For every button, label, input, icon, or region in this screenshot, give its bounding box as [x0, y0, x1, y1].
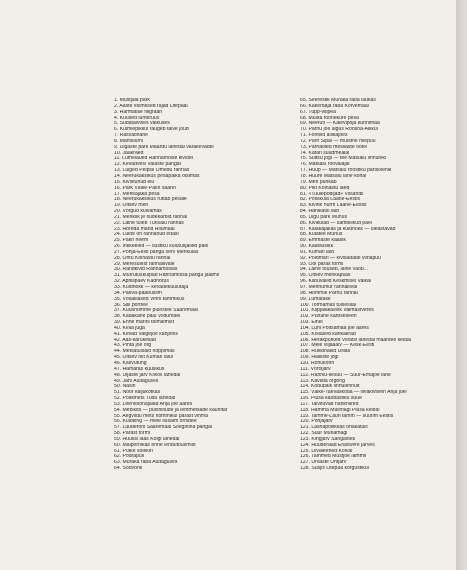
contents-entry: 48. Uljaste järv Kiviõli lähedal	[114, 372, 181, 378]
contents-column-right	[300, 98, 460, 472]
contents-entry: 102. Punane kärbseseen	[300, 314, 357, 320]
contents-entry: 112. Ranniu-ilesuu — Suur-Emajõe lähe	[300, 372, 391, 378]
contents-entry: 36. Silli portree	[114, 302, 148, 308]
contents-entry: 25. Pakri neem	[114, 238, 149, 244]
contents-entry: 63. Muraka raba Alutaguses	[114, 460, 178, 466]
contents-entry: 97. Merihumur rannaliival	[300, 285, 358, 290]
contents-entry: 94. Laine tõuseb, laine vaob...	[300, 267, 368, 273]
contents-entry: 92. Põldmari — kivisadade vlinapuu	[300, 255, 381, 261]
contents-entry: 9. Ülgaste park Maardu lähedal varakevadel	[114, 144, 214, 150]
contents-entry: 103. Einel	[300, 320, 323, 326]
contents-entry: 24. Luide on rännanud edasi	[114, 232, 179, 238]
contents-entry: 51. Noor kaljukotkas	[114, 390, 161, 396]
page-edge	[456, 0, 467, 570]
contents-entry: 122. Suur Munamägi	[300, 431, 348, 437]
contents-entry: 53. Leenesõnajalad Ahja jõe ääres	[114, 401, 193, 407]
contents-entry: 111. Võrtsjärv	[300, 366, 331, 372]
contents-entry: 107. Meie viljaaalv — Kesk-Eesti	[300, 343, 375, 349]
contents-entry: 58. Pärast tormi	[114, 431, 150, 437]
contents-entry: 68. Musta toonekure pesa	[300, 115, 359, 121]
contents-entry: 22. Laine tuleb Türisalu rannas	[114, 220, 184, 226]
contents-entry: 87. Kalakajakas ja kuldnokk — üleastavad	[300, 226, 396, 232]
contents-entry: 118. Hämma Mülimägi Piusa keldal	[300, 407, 380, 413]
contents-entry: 83. Kivine nurm Lääne-Eestis	[300, 203, 367, 209]
contents-entry: 56. Kuldking — meie ilusaim orhidee	[114, 419, 197, 425]
contents-entry: 28. Õhtu Kõinastu rannal	[114, 255, 171, 261]
contents-entry: 113. Kavilda õrgong	[300, 378, 345, 384]
contents-entry: 1. Mustjala park	[114, 98, 150, 103]
contents-entry: 110. Rohukonn	[300, 360, 335, 366]
contents-entry: 12. Kevadvesi Valaste pangal	[114, 162, 181, 168]
contents-entry: 59. Huuksi laas Koigi lähedal	[114, 436, 180, 442]
contents-entry: 108. Rukkihakid Ulilas	[300, 349, 351, 355]
contents-entry: 104. Luhl Põltsamaa jõe ääres	[300, 325, 369, 331]
contents-entry: 45. Õitsev niit Kumari laiul	[114, 355, 173, 361]
contents-entry: 66. Kakerdaja raba Kõrvemaal	[300, 103, 369, 109]
contents-entry: 6. Külmlepikkul raugeb talve jõud	[114, 127, 189, 133]
contents-entry: 19. Õitsev meri	[114, 203, 149, 209]
contents-entry: 35. Võsalilased Vinni tammikus	[114, 296, 185, 302]
contents-entry: 38. Kadakane palu Viidumäel	[114, 314, 181, 320]
contents-entry: 96. Klibuvallid Keskmisel Vaikal	[300, 279, 371, 285]
contents-entry: 49. Järv Alutaguses	[114, 378, 159, 384]
contents-entry: 120. Põhjajärv	[300, 419, 333, 425]
contents-entry: 115. Väike-Taevaskoda — liivakivisein Ahja jõel	[300, 390, 407, 396]
contents-entry: 47. Hämaras kuusikus	[114, 366, 165, 372]
contents-entry: 95. Õitsev merikapsas	[300, 273, 351, 279]
contents-column-left	[114, 98, 294, 472]
contents-entry: 33. Kuldnokk — kevadekuulutaja	[114, 285, 189, 290]
contents-entry: 41. Kevad Valgejõe kanjonis	[114, 331, 178, 337]
contents-entry: 86. Kivikülad — sambliikud pael	[300, 220, 372, 226]
contents-entry: 64. Soovõhk	[114, 466, 143, 472]
contents-entry: 119. Tamme-Lauri tamm — suurim Eestis	[300, 413, 394, 419]
contents-entry: 105. Kollased karikakrad	[300, 331, 356, 337]
contents-entry: 32. Aprillipäev Kadriorus	[114, 279, 169, 285]
contents-entry: 14. Neerukaksikus pesapaika otsimas	[114, 173, 200, 179]
contents-entry: 23. Hõreda mänd Hiiumaal	[114, 226, 175, 232]
contents-entry: 34. Päeva-paabusilm	[114, 290, 162, 296]
contents-entry: 128. Süsjis Otepää kõrgustikul	[300, 466, 369, 472]
contents-entry: 71. Forellid allikajões	[300, 133, 348, 139]
contents-entry: 31. Murrutuskulpad Rannamõisa panga jalamil	[114, 273, 220, 279]
contents-entry: 91. Kumari laid	[300, 249, 334, 255]
contents-entry: 89. Emmaste kaasik	[300, 238, 346, 244]
contents-entry: 57. Luuderohi Saaremaal Soeginina pangal	[114, 425, 212, 431]
contents-entry: 77. Hüüp — Matsalu roostiku pärisolenik	[300, 168, 392, 174]
contents-entry: 90. Käätsusikk	[300, 244, 334, 250]
contents-entry: 50. Nasin	[114, 384, 136, 390]
contents-entry: 67. Tupp-villpea	[300, 109, 336, 115]
contents-entry: 8. Märtsilumi	[114, 138, 143, 144]
contents-entry: 29. Meresülest rannaliivale	[114, 261, 175, 267]
contents-entry: 52. Põlismets Tudu lähedal	[114, 396, 176, 402]
contents-entry: 15. Kivistunud elu	[114, 179, 155, 185]
contents-entry: 46. Kasvutung	[114, 360, 147, 366]
contents-entry: 26. Ihkkeeled — liustiku kulutusjälled pael	[114, 244, 209, 250]
contents-entry: 109. Hallilste jõgi	[300, 355, 339, 361]
contents-entry: 88. Külatee Muhus	[300, 232, 343, 238]
contents-entry: 74. Katari suudmealal	[300, 150, 350, 156]
contents-entry: 27. Põhja-Eesti panga serv Merikülas	[114, 249, 199, 255]
contents-entry: 17. Merikajaka pesa	[114, 191, 160, 197]
contents-entry: 61. Putke sõlekiri	[114, 448, 153, 454]
contents-entry: 85. Ülgu park Muhus	[300, 214, 348, 220]
contents-entry: 11. Lumelaued Rannamõise kividel	[114, 156, 193, 162]
contents-entry: 121. Lasnapõllikkas ohakatulil	[300, 425, 368, 431]
contents-entry: 55. Aegvildu mets hommikul pärast vihma	[114, 413, 208, 419]
contents-entry: 93. Õöl päras tormi	[300, 261, 344, 267]
contents-entry: 5. Südatalvises vaikuses	[114, 121, 170, 127]
contents-entry: 42. Aas-karukellad	[114, 337, 156, 343]
contents-entry: 82. Põlisküla Lääne-Eestis	[300, 197, 361, 203]
contents-entry: 60. Maipõrnikas enne lendutõusmist	[114, 442, 196, 448]
contents-entry: 4. Kuused lumerüüs	[114, 115, 160, 121]
contents-entry: 125. Liivaleened Koival	[300, 448, 353, 454]
contents-entry: 72. Pärn Sipal — muistne hiiepuu	[300, 138, 376, 144]
contents-entry: 78. Hüüre Matsalu lahe kohal	[300, 173, 367, 179]
contents-entry: 81. «Tuulepõdijad» Vilsandil	[300, 191, 364, 197]
contents-entry: 126. Tammed Mustjõe lammil	[300, 454, 367, 460]
contents-entry: 21. Merikilk je südekarbid rannal	[114, 214, 188, 220]
contents-entry: 20. Võrgud kuivamas	[114, 209, 162, 215]
contents-entry: 106. Herakpurked Viiratsi lähedal maantee keldal	[300, 337, 411, 343]
contents-entry: 65. Seerestik Muraka raba laukas	[300, 98, 376, 103]
contents-entry: 54. Metskits — puisniitude ja lehtmetsade kaunitar	[114, 407, 228, 413]
contents-entry: 40. Keila juga	[114, 325, 145, 331]
contents-entry: 99. Lumatakk	[300, 296, 331, 302]
contents-entry: 79. Meri puhkab	[300, 179, 337, 185]
contents-entry: 100. Tormamas tuisesilal	[300, 302, 356, 308]
contents-entry: 44. Metsatuisaid noppimas	[114, 349, 175, 355]
contents-entry: 114. Kodupaik linnulennult	[300, 384, 360, 390]
contents-entry: 39. Enne männi tolmlemist	[114, 320, 175, 326]
contents-entry: 80. Pikt Kõinastu laed	[300, 185, 350, 191]
contents-entry: 30. Rändkivid Rannamõisas	[114, 267, 178, 273]
contents-entry: 3. Härmatise filigraan	[114, 109, 163, 115]
contents-entry: 13. Luiged Peipsil Omedu rannas	[114, 168, 190, 174]
contents-entry: 37. Kuusnõmme puiestee Saaremaal	[114, 308, 198, 314]
contents-entry: 43. Pinta jõe org	[114, 343, 152, 349]
contents-entry: 117. Talvituvad nahkhiired	[300, 401, 359, 407]
contents-entry: 76. Matsalu roovälajal	[300, 162, 350, 168]
contents-entry: 124. Huuderaad Erastvere järves	[300, 442, 375, 448]
contents-entry: 18. Neerukaksikus ruttab pesale	[114, 197, 187, 203]
contents-entry: 62. Põdrapull	[114, 454, 145, 460]
contents-entry: 98. Hommik Pärnu rannal	[300, 290, 358, 296]
contents-entry: 116. Piusa kaobastiku suue	[300, 396, 362, 402]
contents-entry: 7. Rasvatihane	[114, 133, 148, 139]
contents-entry: 2. Aaste esimesed rajad Otepääl	[114, 103, 188, 109]
contents-entry: 75. Suitsu jõgi — tee Matsalu linnuriiki	[300, 156, 387, 162]
contents-entry: 84. Hanikatsi laid	[300, 209, 339, 215]
contents-entry: 73. Pärnaõied mesilaste ootel	[300, 144, 368, 150]
contents-entry: 101. Kilpjalakasvik Vaimastveres	[300, 308, 374, 314]
contents-entry: 127. Urvaste Uhtjärv	[300, 460, 347, 466]
contents-entry: 123. Kingjärv Sangastes	[300, 436, 356, 442]
contents-entry: 69. Neeruti — Kalevipoja künnimaa	[300, 121, 380, 127]
contents-entry: 10. Jääkraed	[114, 150, 144, 156]
contents-entry: 16. Park Väike-Pakri saarel	[114, 185, 176, 191]
contents-entry: 70. Pärnu jõe algus Roosna-Allikul	[300, 127, 378, 133]
